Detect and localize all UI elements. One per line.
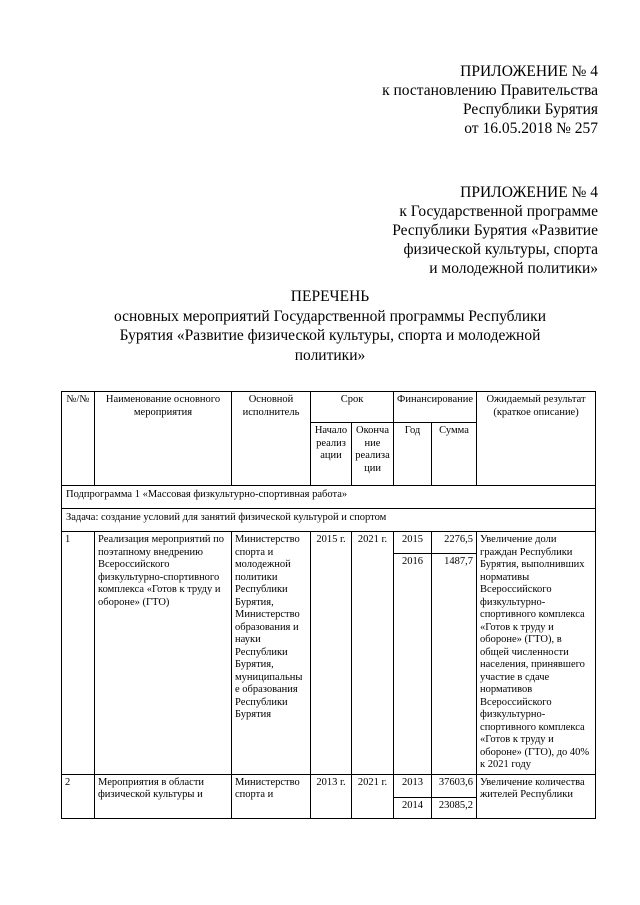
appendix-line: ПРИЛОЖЕНИЕ № 4: [460, 63, 598, 80]
appendix-line: от 16.05.2018 № 257: [464, 120, 598, 137]
header-name: Наименование основного мероприятия: [95, 392, 232, 486]
header-term: Срок: [311, 392, 394, 423]
header-sum: Сумма: [432, 423, 477, 486]
appendix-line: и молодежной политики»: [429, 260, 598, 277]
document-heading: [100, 287, 560, 365]
row-fin-sum: 37603,6: [432, 774, 477, 797]
row-num: 2: [62, 774, 95, 818]
row-result: Увеличение доли граждан Республики Бурятия, выполнивших нормативы Всероссийского физкультурно-спортивного комплекса «Готов к труду и обороне» (ГТО), в общей численности населения, принявшего участие в сдаче нормативов Всероссийского физкультурно-спортивного комплекса «Готов к труду и обороне» (ГТО), до 40% к 2021 году: [477, 532, 596, 775]
header-financing: Финансирование: [394, 392, 477, 423]
row-fin-sum: 2276,5: [432, 532, 477, 554]
appendix-line: к постановлению Правительства: [382, 82, 598, 99]
row-fin-year: 2013: [394, 774, 432, 797]
activities-table: [61, 391, 596, 819]
row-fin-year: 2014: [394, 797, 432, 818]
row-end: 2021 г.: [352, 532, 394, 775]
row-fin-sum: 1487,7: [432, 554, 477, 775]
appendix-line: ПРИЛОЖЕНИЕ № 4: [460, 184, 598, 201]
row-end: 2021 г.: [352, 774, 394, 818]
appendix-line: к Государственной программе: [399, 203, 598, 220]
header-term-start: Начало реализации: [311, 423, 352, 486]
task-title: Задача: создание условий для занятий физической культурой и спортом: [62, 509, 596, 532]
row-fin-year: 2015: [394, 532, 432, 554]
row-fin-year: 2016: [394, 554, 432, 775]
heading-title: ПЕРЕЧЕНЬ: [290, 288, 370, 305]
row-result: Увеличение количества жителей Республики: [477, 774, 596, 818]
table-header-row: [62, 392, 596, 423]
row-executor: Министерство спорта и: [232, 774, 311, 818]
subprogram-title: Подпрограмма 1 «Массовая физкультурно-спортивная работа»: [62, 486, 596, 509]
row-start: 2015 г.: [311, 532, 352, 775]
row-name: Реализация мероприятий по поэтапному внедрению Всероссийского физкультурно-спортивного комплекса «Готов к труду и обороне» (ГТО): [95, 532, 232, 775]
row-start: 2013 г.: [311, 774, 352, 818]
task-row: [62, 509, 596, 532]
header-num: №/№: [62, 392, 95, 486]
appendix-line: Республики Бурятия: [463, 101, 598, 118]
row-num: 1: [62, 532, 95, 775]
heading-subtitle: основных мероприятий Государственной программы Республики Бурятия «Развитие физической культуры, спорта и молодежной политики»: [113, 307, 547, 364]
resolution-appendix-block: [382, 62, 598, 138]
header-result: Ожидаемый результат (краткое описание): [477, 392, 596, 486]
appendix-line: Республики Бурятия «Развитие: [392, 222, 598, 239]
appendix-line: физической культуры, спорта: [403, 241, 598, 258]
row-fin-sum: 23085,2: [432, 797, 477, 818]
subprogram-row: [62, 486, 596, 509]
row-name: Мероприятия в области физической культуры и: [95, 774, 232, 818]
table-row: [62, 532, 596, 554]
row-executor: Министерство спорта и молодежной политики Республики Бурятия, Министерство образования и науки Республики Бурятия, муниципальные образования Республики Бурятия: [232, 532, 311, 775]
header-term-end: Окончание реализации: [352, 423, 394, 486]
header-executor: Основной исполнитель: [232, 392, 311, 486]
program-appendix-block: [392, 183, 598, 278]
table-row: [62, 774, 596, 797]
header-year: Год: [394, 423, 432, 486]
